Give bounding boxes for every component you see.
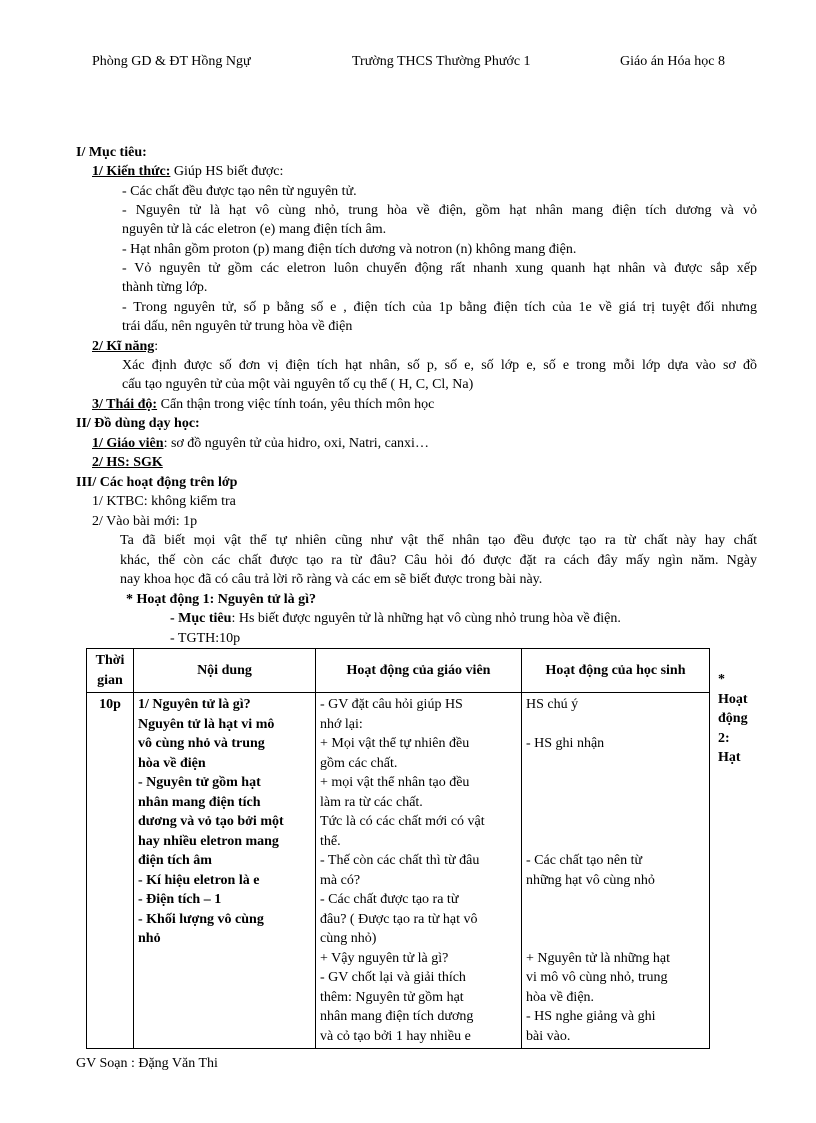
content-line: hòa về điện xyxy=(138,755,206,771)
teacher-text: : sơ đồ nguyên tử của hidro, oxi, Natri, canxi… xyxy=(163,436,429,451)
time-cell: 10p xyxy=(87,693,134,1049)
teacher-line: nhớ lại: xyxy=(320,716,363,732)
lesson-plan-table xyxy=(86,648,710,1049)
side-star: * xyxy=(718,672,725,687)
spacer xyxy=(526,832,705,852)
spacer xyxy=(526,812,705,832)
side-line: động xyxy=(718,711,748,726)
spacer xyxy=(526,773,705,793)
skill-colon: : xyxy=(154,339,159,354)
header-school: Trường THCS Thường Phước 1 xyxy=(352,54,531,69)
content-line: 1/ Nguyên tử là gì? xyxy=(138,697,251,712)
section-activities-title: III/ Các hoạt động trên lớp xyxy=(76,475,238,490)
student-line: - HS ghi nhận xyxy=(526,736,605,751)
objective-line xyxy=(170,609,621,628)
header-content: Nội dung xyxy=(134,649,316,693)
teacher-line: + Vậy nguyên tử là gì? xyxy=(320,950,449,966)
skill-label: 2/ Kĩ năng xyxy=(92,339,155,354)
knowledge-item-1: - Các chất đều được tạo nên từ nguyên tử. xyxy=(122,184,357,199)
skill-item-a: Xác định được số đơn vị điện tích hạt nhân, số p, số e, số lớp e, số e trong mỗi lớp dựa vào sơ đồ xyxy=(122,358,757,373)
knowledge-item-2a: - Nguyên tử là hạt vô cùng nhỏ, trung hòa về điện, gồm hạt nhân mang điện tích dương và vỏ xyxy=(122,203,757,218)
teacher-label: 1/ Giáo viên xyxy=(92,436,164,451)
knowledge-intro: Giúp HS biết được: xyxy=(170,164,284,179)
knowledge-label: 1/ Kiến thức: xyxy=(92,164,171,179)
intro-line-c: nay khoa học đã có câu trả lời rõ ràng và các em sẽ biết được trong bài này. xyxy=(120,572,543,587)
teacher-line: đâu? ( Được tạo ra từ hạt vô xyxy=(320,911,478,927)
spacer xyxy=(526,890,705,910)
side-line: 2: xyxy=(718,731,730,746)
content-line: dương và vỏ tạo bởi một xyxy=(138,814,284,829)
content-line: vô cùng nhỏ và trung xyxy=(138,736,265,751)
table-row xyxy=(87,693,710,1049)
student-line: bài vào. xyxy=(526,1028,571,1044)
activity-1-title: * Hoạt động 1: Nguyên tử là gì? xyxy=(126,592,317,607)
header-subject: Giáo án Hóa học 8 xyxy=(620,54,725,69)
spacer xyxy=(526,910,705,930)
objective-text: : Hs biết được nguyên tử là những hạt vô cùng nhỏ trung hòa về điện. xyxy=(231,611,621,626)
spacer xyxy=(526,793,705,813)
spacer xyxy=(526,715,705,735)
footer-author: GV Soạn : Đặng Văn Thi xyxy=(76,1056,218,1071)
attitude-label: 3/ Thái độ: xyxy=(92,397,158,412)
teacher-line: thêm: Nguyên tử gồm hạt xyxy=(320,989,464,1005)
content-line: Nguyên tử là hạt vi mô xyxy=(138,716,275,732)
intro-line-b: khác, thế còn các chất được tạo ra từ đâu? Câu hỏi đó được đặt ra cách đây mấy ngìn năm. Ngày xyxy=(120,553,757,568)
content-line: - Kí hiệu eletron là e xyxy=(138,872,260,888)
section-objectives-title: I/ Mục tiêu: xyxy=(76,145,147,160)
content-line: nhân mang điện tích xyxy=(138,794,261,810)
section-materials-title: II/ Đồ dùng dạy học: xyxy=(76,416,200,431)
teacher-line: làm ra từ các chất. xyxy=(320,794,423,810)
intro-line-a: Ta đã biết mọi vật thể tự nhiên cũng như vật thể nhân tạo đều được tạo ra từ chất này hay chất xyxy=(120,533,757,548)
teacher-line: + mọi vật thể nhân tạo đều xyxy=(320,775,470,790)
teacher-line: - Thế còn các chất thì từ đâu xyxy=(320,853,480,868)
knowledge-item-2b: nguyên tử là các eletron (e) mang điện tích âm. xyxy=(122,222,387,237)
teacher-line: + Mọi vật thể tự nhiên đều xyxy=(320,736,470,751)
content-line: - Khối lượng vô cùng xyxy=(138,911,264,927)
header-department: Phòng GD & ĐT Hồng Ngự xyxy=(92,54,251,69)
teacher-cell xyxy=(316,693,522,1049)
skill-heading xyxy=(92,337,158,356)
student-line: - Các chất tạo nên từ xyxy=(526,853,643,868)
table-header-row xyxy=(87,649,710,693)
student-line: - HS nghe giảng và ghi xyxy=(526,1009,656,1024)
knowledge-item-3: - Hạt nhân gồm proton (p) mang điện tích dương và notron (n) không mang điện. xyxy=(122,242,577,257)
teacher-line: Tức là có các chất mới có vật xyxy=(320,814,485,829)
objective-label: - Mục tiêu xyxy=(170,611,232,626)
knowledge-item-4b: thành từng lớp. xyxy=(122,280,208,295)
content-cell xyxy=(134,693,316,1049)
header-time: Thời gian xyxy=(87,649,134,693)
side-line: Hoạt xyxy=(718,692,748,707)
attitude-text: Cẩn thận trong việc tính toán, yêu thích môn học xyxy=(157,397,435,412)
teacher-line: - GV đặt câu hỏi giúp HS xyxy=(320,697,463,712)
student-line: hòa về điện. xyxy=(526,989,595,1005)
student-line: những hạt vô cùng nhỏ xyxy=(526,872,655,888)
content-line: - Nguyên tử gồm hạt xyxy=(138,775,261,790)
skill-item-b: cấu tạo nguyên tử của một vài nguyên tố cụ thể ( H, C, Cl, Na) xyxy=(122,377,474,392)
teacher-line: thể. xyxy=(320,833,341,849)
side-line: Hạt xyxy=(718,750,741,765)
teacher-line: nhân mang điện tích dương xyxy=(320,1009,474,1024)
knowledge-heading xyxy=(92,162,283,181)
header-student: Hoạt động của học sinh xyxy=(522,649,710,693)
new-lesson-line: 2/ Vào bài mới: 1p xyxy=(92,514,198,529)
content-line: hay nhiều eletron mang xyxy=(138,833,279,849)
attitude-heading xyxy=(92,395,434,414)
knowledge-item-4a: - Vỏ nguyên tử gồm các eletron luôn chuyển động rất nhanh xung quanh hạt nhân và được sắp xếp xyxy=(122,261,757,276)
teacher-line: cùng nhỏ) xyxy=(320,931,377,946)
teacher-line: - GV chốt lại và giải thích xyxy=(320,970,466,985)
header-teacher: Hoạt động của giáo viên xyxy=(316,649,522,693)
content-line: điện tích âm xyxy=(138,853,212,868)
teacher-line: gồm các chất. xyxy=(320,755,398,771)
ktbc-line: 1/ KTBC: không kiểm tra xyxy=(92,494,236,509)
student-line: + Nguyên tử là những hạt xyxy=(526,950,670,966)
student-line: vi mô vô cùng nhỏ, trung xyxy=(526,970,668,985)
student-materials: 2/ HS: SGK xyxy=(92,455,163,470)
teacher-line: và cỏ tạo bởi 1 hay nhiều e xyxy=(320,1028,471,1044)
knowledge-item-5b: trái dấu, nên nguyên tử trung hòa về điện xyxy=(122,319,353,334)
knowledge-item-5a: - Trong nguyên tử, số p bằng số e , điện tích của 1p bằng điện tích của 1e về giá trị tuyệt đối nhưng xyxy=(122,300,757,315)
teacher-line: mà có? xyxy=(320,872,361,888)
teacher-line: - Các chất được tạo ra từ xyxy=(320,892,459,907)
content-line: nhỏ xyxy=(138,931,161,946)
spacer xyxy=(526,929,705,949)
student-cell xyxy=(522,693,710,1049)
student-line: HS chú ý xyxy=(526,697,579,712)
spacer xyxy=(526,754,705,774)
teacher-materials xyxy=(92,434,429,453)
tgth-line: - TGTH:10p xyxy=(170,631,241,646)
content-line: - Điện tích – 1 xyxy=(138,892,222,907)
